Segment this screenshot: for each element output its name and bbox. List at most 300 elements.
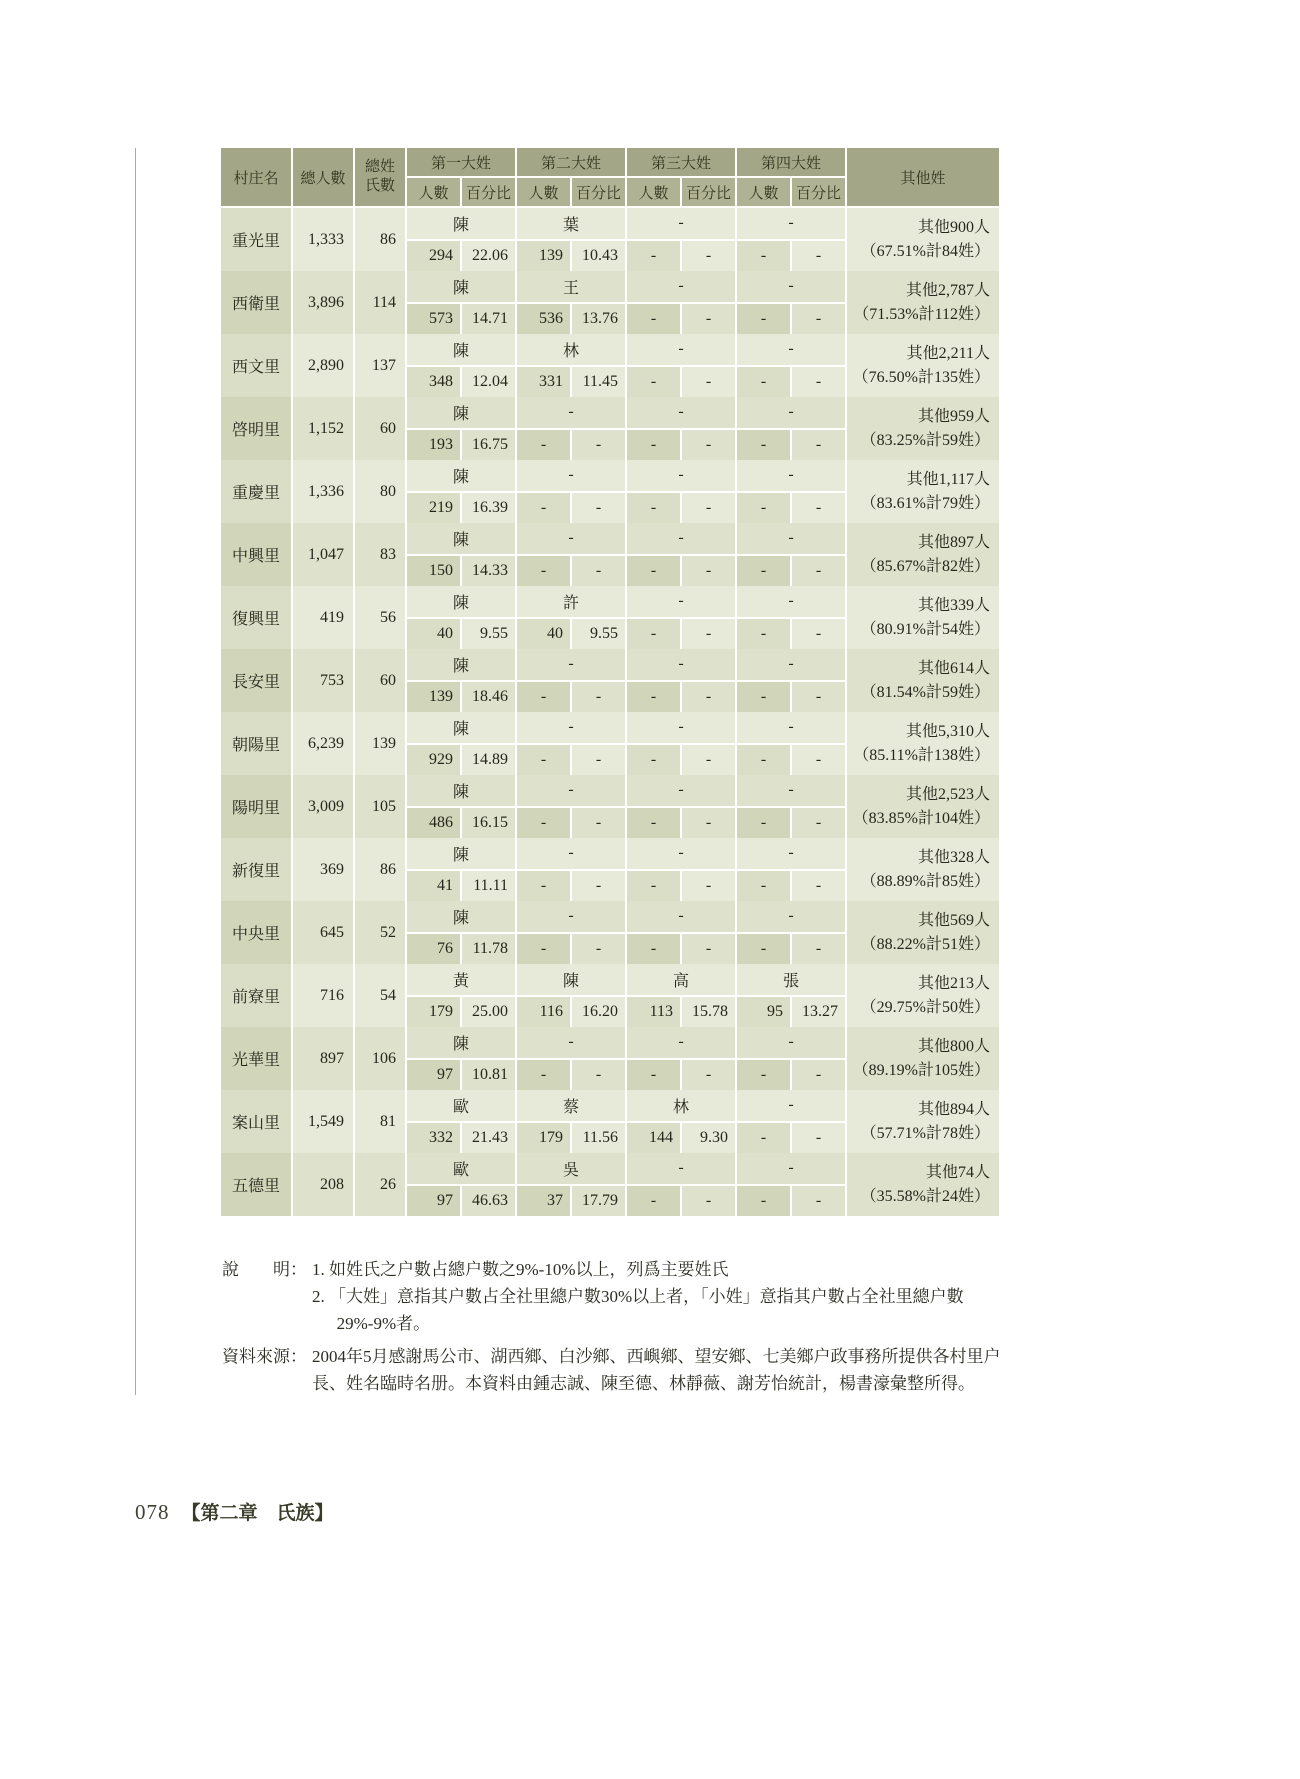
header-rank-2 bbox=[517, 148, 625, 206]
rank-1-group bbox=[407, 712, 515, 775]
rank-2-percent: 11.45 bbox=[572, 367, 625, 398]
rank-4-group bbox=[737, 1090, 845, 1153]
rank-2-count: 40 bbox=[517, 619, 570, 650]
rank-1-count: 294 bbox=[407, 241, 460, 272]
total-population-cell: 716 bbox=[293, 964, 353, 1027]
rank-1-surname: 陳 bbox=[407, 460, 515, 491]
rank-3-count: - bbox=[627, 934, 680, 965]
total-population-cell: 3,896 bbox=[293, 271, 353, 334]
village-name-cell: 中興里 bbox=[221, 523, 291, 586]
rank-1-surname: 陳 bbox=[407, 523, 515, 554]
surname-count-cell: 106 bbox=[355, 1027, 405, 1090]
others-count: 其他339人 bbox=[917, 596, 990, 614]
rank-3-group bbox=[627, 1153, 735, 1216]
rank-4-count: 95 bbox=[737, 997, 790, 1028]
rank-1-group bbox=[407, 838, 515, 901]
rank-1-group bbox=[407, 271, 515, 334]
source-label: 資料來源： bbox=[222, 1346, 307, 1366]
rank-2-surname: 蔡 bbox=[517, 1090, 625, 1121]
header-total-population: 總人數 bbox=[293, 148, 353, 206]
table-row bbox=[221, 775, 999, 838]
rank-3-group bbox=[627, 712, 735, 775]
rank-1-numbers bbox=[407, 556, 515, 587]
rank-3-surname: - bbox=[627, 901, 735, 932]
header-rank-1-percent: 百分比 bbox=[462, 178, 515, 206]
header-rank-4-count: 人數 bbox=[737, 178, 790, 206]
table-row bbox=[221, 334, 999, 397]
rank-4-percent: - bbox=[792, 1123, 845, 1154]
rank-3-numbers bbox=[627, 493, 735, 524]
rank-1-count: 76 bbox=[407, 934, 460, 965]
others-cell bbox=[847, 523, 999, 586]
rank-4-group bbox=[737, 397, 845, 460]
others-detail: （83.61%計79姓） bbox=[860, 494, 990, 512]
rank-3-group bbox=[627, 964, 735, 1027]
total-population-cell: 6,239 bbox=[293, 712, 353, 775]
rank-3-numbers bbox=[627, 997, 735, 1028]
rank-1-percent: 10.81 bbox=[462, 1060, 515, 1091]
others-cell bbox=[847, 208, 999, 271]
rank-3-numbers bbox=[627, 745, 735, 776]
header-rank-4-percent: 百分比 bbox=[792, 178, 845, 206]
rank-1-count: 332 bbox=[407, 1123, 460, 1154]
rank-1-surname: 陳 bbox=[407, 586, 515, 617]
rank-1-numbers bbox=[407, 1060, 515, 1091]
rank-2-count: - bbox=[517, 493, 570, 524]
header-rank-1-title: 第一大姓 bbox=[407, 148, 515, 176]
rank-1-surname: 陳 bbox=[407, 208, 515, 239]
rank-1-group bbox=[407, 964, 515, 1027]
rank-1-percent: 14.89 bbox=[462, 745, 515, 776]
rank-4-percent: - bbox=[792, 493, 845, 524]
rank-2-percent: - bbox=[572, 556, 625, 587]
rank-4-group bbox=[737, 1153, 845, 1216]
rank-1-numbers bbox=[407, 1123, 515, 1154]
rank-4-surname: - bbox=[737, 1027, 845, 1058]
rank-3-numbers bbox=[627, 1123, 735, 1154]
table-row bbox=[221, 460, 999, 523]
rank-4-group bbox=[737, 649, 845, 712]
rank-2-count: - bbox=[517, 430, 570, 461]
header-rank-3-percent: 百分比 bbox=[682, 178, 735, 206]
rank-4-surname: - bbox=[737, 838, 845, 869]
table-header bbox=[221, 148, 999, 206]
rank-2-surname: - bbox=[517, 901, 625, 932]
others-count: 其他1,117人 bbox=[906, 470, 990, 488]
rank-4-percent: - bbox=[792, 430, 845, 461]
rank-2-group bbox=[517, 901, 625, 964]
rank-4-percent: - bbox=[792, 556, 845, 587]
rank-2-group bbox=[517, 208, 625, 271]
rank-2-surname: - bbox=[517, 712, 625, 743]
rank-1-group bbox=[407, 775, 515, 838]
rank-4-group bbox=[737, 1027, 845, 1090]
rank-3-surname: - bbox=[627, 460, 735, 491]
rank-2-surname: 林 bbox=[517, 334, 625, 365]
rank-4-numbers bbox=[737, 934, 845, 965]
surname-count-cell: 105 bbox=[355, 775, 405, 838]
rank-2-count: - bbox=[517, 745, 570, 776]
rank-1-group bbox=[407, 901, 515, 964]
rank-2-numbers bbox=[517, 556, 625, 587]
rank-2-numbers bbox=[517, 241, 625, 272]
rank-2-surname: - bbox=[517, 775, 625, 806]
rank-4-numbers bbox=[737, 997, 845, 1028]
rank-1-count: 573 bbox=[407, 304, 460, 335]
rank-3-group bbox=[627, 460, 735, 523]
others-cell bbox=[847, 271, 999, 334]
rank-2-surname: - bbox=[517, 838, 625, 869]
rank-4-surname: - bbox=[737, 397, 845, 428]
rank-2-numbers bbox=[517, 367, 625, 398]
rank-3-group bbox=[627, 649, 735, 712]
header-total-surnames bbox=[355, 148, 405, 206]
rank-4-count: - bbox=[737, 430, 790, 461]
header-rank-2-subrow bbox=[517, 178, 625, 206]
note-item-1: 1. 如姓氏之户數占總户數之9%-10%以上，列爲主要姓氏 bbox=[312, 1260, 729, 1279]
surname-count-cell: 83 bbox=[355, 523, 405, 586]
rank-4-percent: - bbox=[792, 304, 845, 335]
rank-1-numbers bbox=[407, 997, 515, 1028]
surname-count-cell: 86 bbox=[355, 838, 405, 901]
surname-count-cell: 54 bbox=[355, 964, 405, 1027]
surname-count-cell: 26 bbox=[355, 1153, 405, 1216]
total-population-cell: 897 bbox=[293, 1027, 353, 1090]
note-item-2: 2. 「大姓」意指其户數占全社里總户數30%以上者，「小姓」意指其户數占全社里總户數29%-9%者。 bbox=[312, 1287, 964, 1334]
rank-4-group bbox=[737, 964, 845, 1027]
rank-1-numbers bbox=[407, 682, 515, 713]
rank-4-surname: - bbox=[737, 586, 845, 617]
rank-1-group bbox=[407, 1027, 515, 1090]
rank-4-numbers bbox=[737, 304, 845, 335]
rank-3-count: 113 bbox=[627, 997, 680, 1028]
others-detail: （85.67%計82姓） bbox=[860, 557, 990, 575]
rank-2-count: 179 bbox=[517, 1123, 570, 1154]
rank-4-numbers bbox=[737, 1186, 845, 1217]
village-name-cell: 復興里 bbox=[221, 586, 291, 649]
rank-2-surname: - bbox=[517, 1027, 625, 1058]
total-population-cell: 1,549 bbox=[293, 1090, 353, 1153]
rank-2-numbers bbox=[517, 1060, 625, 1091]
rank-2-group bbox=[517, 523, 625, 586]
rank-1-surname: 陳 bbox=[407, 901, 515, 932]
header-rank-2-count: 人數 bbox=[517, 178, 570, 206]
rank-1-numbers bbox=[407, 241, 515, 272]
others-cell bbox=[847, 334, 999, 397]
rank-1-percent: 21.43 bbox=[462, 1123, 515, 1154]
total-population-cell: 208 bbox=[293, 1153, 353, 1216]
rank-1-percent: 11.78 bbox=[462, 934, 515, 965]
rank-1-percent: 11.11 bbox=[462, 871, 515, 902]
rank-2-percent: 10.43 bbox=[572, 241, 625, 272]
rank-2-percent: - bbox=[572, 871, 625, 902]
rank-2-percent: 9.55 bbox=[572, 619, 625, 650]
others-cell bbox=[847, 838, 999, 901]
rank-3-numbers bbox=[627, 430, 735, 461]
total-population-cell: 3,009 bbox=[293, 775, 353, 838]
explanation-body bbox=[312, 1256, 1014, 1338]
table-row bbox=[221, 397, 999, 460]
others-count: 其他569人 bbox=[917, 911, 990, 929]
rank-2-surname: - bbox=[517, 649, 625, 680]
rank-3-count: - bbox=[627, 745, 680, 776]
rank-1-percent: 46.63 bbox=[462, 1186, 515, 1217]
rank-2-numbers bbox=[517, 871, 625, 902]
rank-3-count: - bbox=[627, 682, 680, 713]
rank-4-count: - bbox=[737, 808, 790, 839]
rank-3-group bbox=[627, 397, 735, 460]
rank-4-percent: - bbox=[792, 934, 845, 965]
rank-4-numbers bbox=[737, 556, 845, 587]
rank-2-count: - bbox=[517, 682, 570, 713]
rank-3-group bbox=[627, 208, 735, 271]
rank-3-percent: - bbox=[682, 367, 735, 398]
rank-2-percent: - bbox=[572, 430, 625, 461]
others-cell bbox=[847, 1090, 999, 1153]
village-name-cell: 前寮里 bbox=[221, 964, 291, 1027]
rank-1-group bbox=[407, 649, 515, 712]
rank-3-count: - bbox=[627, 619, 680, 650]
notes-block bbox=[222, 1256, 1014, 1397]
rank-4-group bbox=[737, 838, 845, 901]
rank-3-numbers bbox=[627, 682, 735, 713]
page-footer bbox=[135, 1498, 334, 1525]
rank-4-group bbox=[737, 334, 845, 397]
others-cell bbox=[847, 586, 999, 649]
rank-4-count: - bbox=[737, 1123, 790, 1154]
rank-2-surname: 許 bbox=[517, 586, 625, 617]
rank-3-count: - bbox=[627, 430, 680, 461]
rank-4-count: - bbox=[737, 1060, 790, 1091]
rank-3-group bbox=[627, 271, 735, 334]
rank-1-numbers bbox=[407, 493, 515, 524]
rank-1-numbers bbox=[407, 619, 515, 650]
rank-4-count: - bbox=[737, 304, 790, 335]
rank-4-percent: - bbox=[792, 745, 845, 776]
explanation-row bbox=[222, 1256, 1014, 1338]
rank-3-numbers bbox=[627, 871, 735, 902]
others-count: 其他800人 bbox=[917, 1037, 990, 1055]
rank-3-group bbox=[627, 901, 735, 964]
rank-2-group bbox=[517, 1153, 625, 1216]
rank-3-surname: - bbox=[627, 712, 735, 743]
header-rank-2-title: 第二大姓 bbox=[517, 148, 625, 176]
rank-2-surname: 吳 bbox=[517, 1153, 625, 1184]
rank-1-numbers bbox=[407, 367, 515, 398]
rank-1-count: 486 bbox=[407, 808, 460, 839]
rank-4-numbers bbox=[737, 619, 845, 650]
rank-4-numbers bbox=[737, 682, 845, 713]
rank-3-surname: - bbox=[627, 586, 735, 617]
rank-4-surname: - bbox=[737, 523, 845, 554]
table-row bbox=[221, 649, 999, 712]
rank-3-numbers bbox=[627, 367, 735, 398]
rank-3-percent: - bbox=[682, 619, 735, 650]
rank-2-count: - bbox=[517, 808, 570, 839]
rank-2-numbers bbox=[517, 1123, 625, 1154]
table-row bbox=[221, 1027, 999, 1090]
village-name-cell: 西文里 bbox=[221, 334, 291, 397]
rank-4-surname: - bbox=[737, 1153, 845, 1184]
rank-2-surname: 王 bbox=[517, 271, 625, 302]
rank-2-count: 116 bbox=[517, 997, 570, 1028]
rank-1-percent: 16.15 bbox=[462, 808, 515, 839]
surname-count-cell: 139 bbox=[355, 712, 405, 775]
rank-4-percent: - bbox=[792, 1186, 845, 1217]
header-rank-3-title: 第三大姓 bbox=[627, 148, 735, 176]
rank-3-percent: - bbox=[682, 808, 735, 839]
others-count: 其他894人 bbox=[917, 1100, 990, 1118]
rank-4-count: - bbox=[737, 619, 790, 650]
rank-4-percent: 13.27 bbox=[792, 997, 845, 1028]
village-name-cell: 新復里 bbox=[221, 838, 291, 901]
rank-4-numbers bbox=[737, 808, 845, 839]
others-detail: （81.54%計59姓） bbox=[860, 683, 990, 701]
header-rank-2-percent: 百分比 bbox=[572, 178, 625, 206]
rank-2-count: - bbox=[517, 871, 570, 902]
others-detail: （71.53%計112姓） bbox=[853, 305, 990, 323]
rank-2-group bbox=[517, 712, 625, 775]
rank-2-count: 139 bbox=[517, 241, 570, 272]
rank-1-group bbox=[407, 1090, 515, 1153]
table-row bbox=[221, 586, 999, 649]
surname-count-cell: 80 bbox=[355, 460, 405, 523]
rank-4-percent: - bbox=[792, 367, 845, 398]
rank-4-group bbox=[737, 586, 845, 649]
rank-4-group bbox=[737, 523, 845, 586]
rank-1-group bbox=[407, 208, 515, 271]
rank-4-percent: - bbox=[792, 241, 845, 272]
rank-3-count: - bbox=[627, 367, 680, 398]
table-row bbox=[221, 901, 999, 964]
rank-1-count: 139 bbox=[407, 682, 460, 713]
rank-2-group bbox=[517, 271, 625, 334]
rank-4-group bbox=[737, 460, 845, 523]
rank-3-surname: - bbox=[627, 397, 735, 428]
rank-2-count: - bbox=[517, 934, 570, 965]
rank-2-group bbox=[517, 649, 625, 712]
rank-2-group bbox=[517, 586, 625, 649]
rank-2-numbers bbox=[517, 619, 625, 650]
others-cell bbox=[847, 901, 999, 964]
rank-3-group bbox=[627, 1090, 735, 1153]
rank-4-numbers bbox=[737, 1060, 845, 1091]
rank-2-percent: 16.20 bbox=[572, 997, 625, 1028]
rank-2-surname: 葉 bbox=[517, 208, 625, 239]
rank-1-percent: 22.06 bbox=[462, 241, 515, 272]
rank-2-numbers bbox=[517, 304, 625, 335]
rank-4-surname: - bbox=[737, 712, 845, 743]
rank-2-numbers bbox=[517, 493, 625, 524]
chapter-title: 【第二章 氏族】 bbox=[181, 1503, 334, 1524]
rank-3-surname: - bbox=[627, 775, 735, 806]
rank-4-numbers bbox=[737, 367, 845, 398]
rank-3-surname: - bbox=[627, 271, 735, 302]
rank-2-percent: 17.79 bbox=[572, 1186, 625, 1217]
rank-1-count: 193 bbox=[407, 430, 460, 461]
rank-4-percent: - bbox=[792, 808, 845, 839]
rank-2-surname: - bbox=[517, 523, 625, 554]
rank-4-numbers bbox=[737, 871, 845, 902]
header-rank-1-subrow bbox=[407, 178, 515, 206]
others-cell bbox=[847, 775, 999, 838]
rank-1-numbers bbox=[407, 1186, 515, 1217]
rank-4-numbers bbox=[737, 493, 845, 524]
rank-4-count: - bbox=[737, 934, 790, 965]
rank-1-count: 929 bbox=[407, 745, 460, 776]
rank-3-numbers bbox=[627, 934, 735, 965]
others-detail: （35.58%計24姓） bbox=[860, 1187, 990, 1205]
rank-4-surname: - bbox=[737, 460, 845, 491]
rank-4-percent: - bbox=[792, 619, 845, 650]
rank-2-numbers bbox=[517, 430, 625, 461]
total-population-cell: 1,152 bbox=[293, 397, 353, 460]
rank-3-percent: 15.78 bbox=[682, 997, 735, 1028]
rank-1-surname: 陳 bbox=[407, 649, 515, 680]
village-name-cell: 啓明里 bbox=[221, 397, 291, 460]
others-detail: （67.51%計84姓） bbox=[860, 242, 990, 260]
surname-count-cell: 81 bbox=[355, 1090, 405, 1153]
village-name-cell: 西衛里 bbox=[221, 271, 291, 334]
rank-2-percent: - bbox=[572, 934, 625, 965]
rank-2-percent: - bbox=[572, 493, 625, 524]
village-name-cell: 中央里 bbox=[221, 901, 291, 964]
surname-count-cell: 86 bbox=[355, 208, 405, 271]
rank-4-count: - bbox=[737, 556, 790, 587]
rank-4-count: - bbox=[737, 493, 790, 524]
village-name-cell: 重光里 bbox=[221, 208, 291, 271]
rank-1-group bbox=[407, 1153, 515, 1216]
rank-1-percent: 18.46 bbox=[462, 682, 515, 713]
rank-3-count: - bbox=[627, 1186, 680, 1217]
rank-1-count: 41 bbox=[407, 871, 460, 902]
village-name-cell: 長安里 bbox=[221, 649, 291, 712]
rank-2-numbers bbox=[517, 745, 625, 776]
rank-2-numbers bbox=[517, 682, 625, 713]
header-rank-4 bbox=[737, 148, 845, 206]
rank-2-percent: 13.76 bbox=[572, 304, 625, 335]
surname-count-cell: 60 bbox=[355, 397, 405, 460]
rank-3-percent: 9.30 bbox=[682, 1123, 735, 1154]
rank-4-percent: - bbox=[792, 682, 845, 713]
rank-4-surname: - bbox=[737, 271, 845, 302]
rank-4-surname: - bbox=[737, 901, 845, 932]
rank-1-numbers bbox=[407, 430, 515, 461]
rank-3-group bbox=[627, 838, 735, 901]
rank-1-count: 97 bbox=[407, 1060, 460, 1091]
rank-3-numbers bbox=[627, 619, 735, 650]
rank-1-count: 179 bbox=[407, 997, 460, 1028]
rank-3-surname: - bbox=[627, 649, 735, 680]
rank-1-count: 97 bbox=[407, 1186, 460, 1217]
header-rank-1 bbox=[407, 148, 515, 206]
village-name-cell: 陽明里 bbox=[221, 775, 291, 838]
village-name-cell: 五德里 bbox=[221, 1153, 291, 1216]
rank-1-numbers bbox=[407, 304, 515, 335]
others-count: 其他74人 bbox=[925, 1163, 990, 1181]
others-detail: （88.89%計85姓） bbox=[860, 872, 990, 890]
rank-3-group bbox=[627, 334, 735, 397]
rank-4-numbers bbox=[737, 241, 845, 272]
rank-3-surname: - bbox=[627, 523, 735, 554]
rank-2-surname: 陳 bbox=[517, 964, 625, 995]
rank-2-group bbox=[517, 334, 625, 397]
rank-2-surname: - bbox=[517, 397, 625, 428]
others-cell bbox=[847, 964, 999, 1027]
total-population-cell: 1,336 bbox=[293, 460, 353, 523]
rank-1-percent: 16.75 bbox=[462, 430, 515, 461]
others-count: 其他614人 bbox=[917, 659, 990, 677]
